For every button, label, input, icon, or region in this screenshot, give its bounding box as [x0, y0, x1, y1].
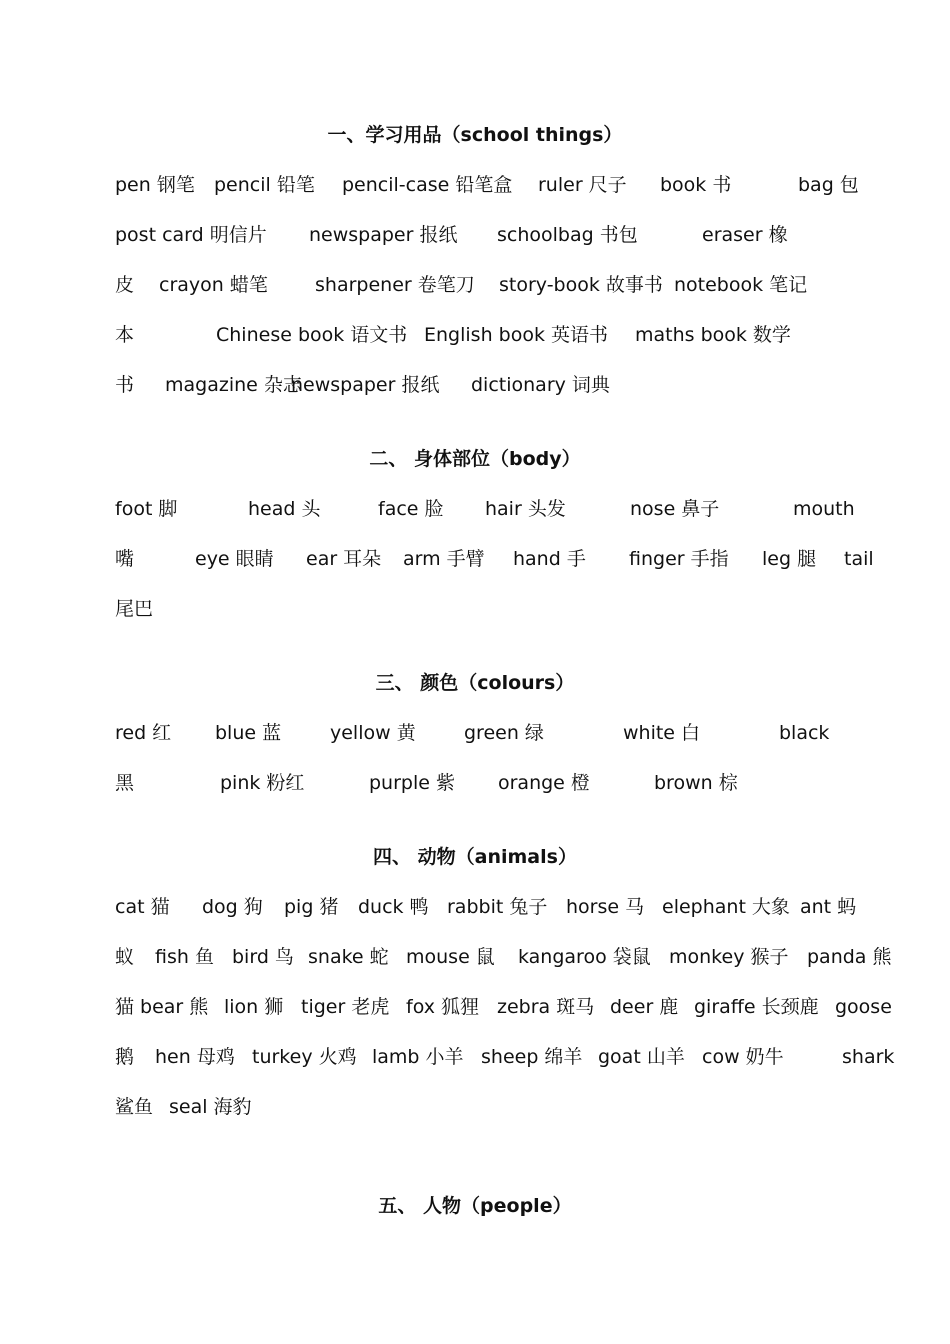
vocab-entry: Chinese book 语文书 [216, 324, 408, 346]
vocab-entry: 书 [115, 374, 135, 396]
vocab-line [115, 892, 905, 922]
vocab-entry: arm 手臂 [403, 548, 485, 570]
vocab-entry: nose 鼻子 [630, 498, 720, 520]
vocab-entry: green 绿 [464, 722, 544, 744]
vocab-entry: sharpener 卷笔刀 [315, 274, 475, 296]
vocab-line [115, 768, 905, 798]
vocab-entry: black [779, 722, 830, 744]
vocab-entry: maths book 数学 [635, 324, 791, 346]
vocab-line [115, 494, 905, 524]
vocab-entry: 皮 [115, 274, 135, 296]
vocab-line [115, 594, 905, 624]
vocab-entry: shark [842, 1046, 895, 1068]
vocab-line [115, 370, 905, 400]
vocab-entry: 蚁 [115, 946, 135, 968]
vocab-entry: hand 手 [513, 548, 586, 570]
vocab-entry: finger 手指 [629, 548, 729, 570]
vocab-line [115, 1092, 905, 1122]
section-heading-body: 二、 身体部位（body） [369, 448, 581, 470]
vocab-entry: pencil-case 铅笔盒 [342, 174, 513, 196]
section-heading-school-things: 一、学习用品（school things） [327, 124, 623, 146]
vocab-entry: rabbit 兔子 [447, 896, 548, 918]
vocab-entry: zebra 斑马 [497, 996, 595, 1018]
vocab-entry: eye 眼睛 [195, 548, 274, 570]
vocab-line [115, 544, 905, 574]
vocab-entry: tail [844, 548, 874, 570]
vocab-entry: face 脸 [378, 498, 444, 520]
vocab-entry: turkey 火鸡 [252, 1046, 357, 1068]
vocab-entry: notebook 笔记 [674, 274, 808, 296]
vocab-entry: elephant 大象 [662, 896, 790, 918]
vocab-entry: mouth [793, 498, 855, 520]
vocab-entry: fox 狐狸 [406, 996, 480, 1018]
vocab-entry: hair 头发 [485, 498, 566, 520]
vocab-entry: pig 猪 [284, 896, 339, 918]
vocab-entry: deer 鹿 [610, 996, 679, 1018]
vocab-entry: giraffe 长颈鹿 [694, 996, 819, 1018]
vocab-line [115, 1042, 905, 1072]
vocab-entry: ant 蚂 [800, 896, 857, 918]
vocab-entry: pencil 铅笔 [214, 174, 315, 196]
vocab-entry: white 白 [623, 722, 701, 744]
vocab-entry: 黑 [115, 772, 135, 794]
vocab-entry: 尾巴 [115, 598, 154, 620]
vocab-entry: sheep 绵羊 [481, 1046, 583, 1068]
vocab-entry: goose [835, 996, 892, 1018]
vocab-entry: monkey 猴子 [669, 946, 789, 968]
vocab-line [115, 942, 905, 972]
vocab-entry: schoolbag 书包 [497, 224, 638, 246]
section-heading-animals: 四、 动物（animals） [373, 846, 577, 868]
vocab-entry: fish 鱼 [155, 946, 214, 968]
vocab-entry: book 书 [660, 174, 732, 196]
section-heading-colours: 三、 颜色（colours） [375, 672, 575, 694]
vocab-entry: kangaroo 袋鼠 [518, 946, 651, 968]
vocab-entry: 本 [115, 324, 135, 346]
vocab-entry: 猫 bear 熊 [115, 996, 209, 1018]
vocab-entry: panda 熊 [807, 946, 892, 968]
vocab-entry: cat 猫 [115, 896, 170, 918]
vocab-entry: tiger 老虎 [301, 996, 390, 1018]
vocab-entry: dog 狗 [202, 896, 263, 918]
vocab-entry: dictionary 词典 [471, 374, 610, 396]
vocab-line [115, 220, 905, 250]
vocab-entry: newspaper 报纸 [309, 224, 458, 246]
vocab-entry: magazine 杂志 [165, 374, 302, 396]
vocab-entry: pen 钢笔 [115, 174, 195, 196]
vocab-entry: seal 海豹 [169, 1096, 252, 1118]
vocab-entry: 鹅 [115, 1046, 135, 1068]
vocab-entry: 鲨鱼 [115, 1096, 154, 1118]
vocab-entry: mouse 鼠 [406, 946, 495, 968]
vocab-entry: lion 狮 [224, 996, 284, 1018]
vocab-entry: pink 粉红 [220, 772, 305, 794]
vocab-entry: yellow 黄 [330, 722, 416, 744]
vocab-entry: brown 棕 [654, 772, 738, 794]
vocab-entry: leg 腿 [762, 548, 817, 570]
vocab-entry: purple 紫 [369, 772, 455, 794]
vocab-entry: story-book 故事书 [499, 274, 663, 296]
vocab-entry: ear 耳朵 [306, 548, 382, 570]
vocab-entry: English book 英语书 [424, 324, 608, 346]
vocab-entry: goat 山羊 [598, 1046, 685, 1068]
vocab-entry: duck 鸭 [358, 896, 429, 918]
vocab-entry: newspaper 报纸 [291, 374, 440, 396]
vocab-entry: head 头 [248, 498, 321, 520]
vocab-entry: orange 橙 [498, 772, 590, 794]
vocab-entry: post card 明信片 [115, 224, 267, 246]
vocab-entry: horse 马 [566, 896, 645, 918]
vocab-line [115, 320, 905, 350]
vocab-line [115, 992, 905, 1022]
vocab-entry: red 红 [115, 722, 172, 744]
vocab-line [115, 718, 905, 748]
section-heading-people: 五、 人物（people） [378, 1195, 572, 1217]
vocab-line [115, 170, 905, 200]
vocab-entry: hen 母鸡 [155, 1046, 235, 1068]
vocab-entry: crayon 蜡笔 [159, 274, 268, 296]
vocab-entry: foot 脚 [115, 498, 178, 520]
vocab-entry: snake 蛇 [308, 946, 389, 968]
vocab-entry: cow 奶牛 [702, 1046, 784, 1068]
vocab-entry: bird 鸟 [232, 946, 294, 968]
vocab-entry: blue 蓝 [215, 722, 282, 744]
vocab-entry: ruler 尺子 [538, 174, 627, 196]
vocab-entry: bag 包 [798, 174, 859, 196]
vocab-entry: 嘴 [115, 548, 135, 570]
vocab-entry: eraser 橡 [702, 224, 788, 246]
vocab-line [115, 270, 905, 300]
vocab-entry: lamb 小羊 [372, 1046, 464, 1068]
